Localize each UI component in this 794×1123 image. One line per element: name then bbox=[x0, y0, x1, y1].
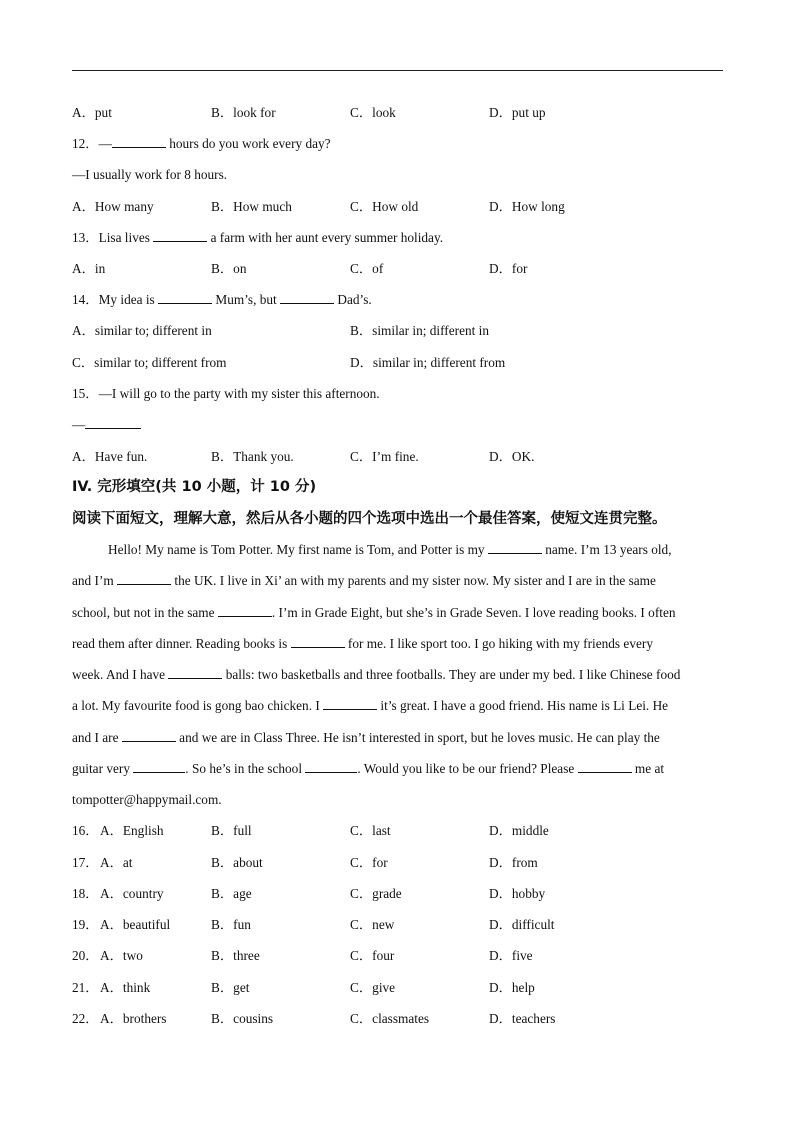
q19-option-c: C．new bbox=[350, 917, 395, 932]
passage-line-7 bbox=[72, 729, 723, 747]
q21-option-b: B．get bbox=[211, 980, 250, 995]
passage-line-1 bbox=[72, 541, 723, 559]
q20-option-a: A．two bbox=[100, 948, 143, 963]
q14-stem-post: Dad’s. bbox=[334, 292, 372, 307]
q14-blank-2 bbox=[280, 291, 334, 304]
q13-stem bbox=[72, 229, 443, 247]
passage-line-4 bbox=[72, 635, 723, 653]
passage-text: week. And I have bbox=[72, 667, 169, 682]
q22-number: 22． bbox=[72, 1011, 99, 1026]
cloze-blank-17 bbox=[117, 572, 171, 585]
q15-option-a: A．Have fun. bbox=[72, 449, 148, 464]
q16-option-a: A．English bbox=[100, 823, 164, 838]
q14-option-b: B．similar in; different in bbox=[350, 323, 489, 338]
q11-option-c: C．look bbox=[350, 105, 396, 120]
q20-number: 20． bbox=[72, 948, 99, 963]
q18-option-c: C．grade bbox=[350, 886, 402, 901]
q16-number: 16． bbox=[72, 823, 99, 838]
q13-option-c: C．of bbox=[350, 261, 384, 276]
cloze-blank-22 bbox=[122, 729, 176, 742]
passage-text: name. I’m 13 years old, bbox=[541, 542, 672, 557]
q15-blank bbox=[85, 416, 141, 429]
q15-reply-dash: — bbox=[72, 417, 86, 432]
q14-blank-1 bbox=[158, 291, 212, 304]
q21-number: 21． bbox=[72, 980, 99, 995]
cloze-blank-24 bbox=[305, 760, 357, 773]
q12-option-c: C．How old bbox=[350, 199, 419, 214]
q19-option-a: A．beautiful bbox=[100, 917, 171, 932]
passage-text: school, but not in the same bbox=[72, 605, 218, 620]
q13-blank bbox=[153, 229, 207, 242]
q18-option-b: B．age bbox=[211, 886, 252, 901]
q18-option-a: A．country bbox=[100, 886, 164, 901]
q13-stem-post: a farm with her aunt every summer holiday. bbox=[207, 230, 444, 245]
q18-number: 18． bbox=[72, 886, 99, 901]
q15-reply bbox=[72, 416, 141, 434]
passage-text: guitar very bbox=[72, 761, 134, 776]
q22-option-c: C．classmates bbox=[350, 1011, 430, 1026]
cloze-blank-20 bbox=[168, 666, 222, 679]
passage-text: and I’m bbox=[72, 573, 118, 588]
q12-option-b: B．How much bbox=[211, 199, 292, 214]
cloze-blank-16 bbox=[488, 541, 542, 554]
passage-text: Hello! My name is Tom Potter. My first name is Tom, and Potter is my bbox=[108, 542, 488, 557]
q15-stem: 15．—I will go to the party with my sister this afternoon. bbox=[72, 386, 380, 401]
q22-option-d: D．teachers bbox=[489, 1011, 556, 1026]
q21-option-c: C．give bbox=[350, 980, 396, 995]
cloze-blank-23 bbox=[133, 760, 185, 773]
q12-stem bbox=[72, 135, 331, 153]
q12-stem-post: hours do you work every day? bbox=[165, 136, 331, 151]
q14-option-d: D．similar in; different from bbox=[350, 355, 506, 370]
q12-stem-pre: 12．— bbox=[72, 136, 112, 151]
passage-text: and we are in Class Three. He isn’t interested in sport, but he loves music. He can play the bbox=[175, 730, 660, 745]
q20-option-b: B．three bbox=[211, 948, 260, 963]
q20-option-c: C．four bbox=[350, 948, 395, 963]
passage-text: balls: two basketballs and three footballs. They are under my bed. I like Chinese food bbox=[222, 667, 681, 682]
passage-text: . So he’s in the school bbox=[185, 761, 306, 776]
q15-option-b: B．Thank you. bbox=[211, 449, 294, 464]
q19-option-d: D．difficult bbox=[489, 917, 555, 932]
cloze-blank-18 bbox=[218, 604, 272, 617]
passage-text: read them after dinner. Reading books is bbox=[72, 636, 291, 651]
q13-option-a: A．in bbox=[72, 261, 106, 276]
q14-option-c: C．similar to; different from bbox=[72, 355, 227, 370]
passage-text: a lot. My favourite food is gong bao chicken. I bbox=[72, 698, 324, 713]
q14-stem-pre: 14．My idea is bbox=[72, 292, 159, 307]
q16-option-d: D．middle bbox=[489, 823, 549, 838]
q19-option-b: B．fun bbox=[211, 917, 251, 932]
q14-option-a: A．similar to; different in bbox=[72, 323, 212, 338]
passage-line-8 bbox=[72, 760, 723, 778]
q15-option-c: C．I’m fine. bbox=[350, 449, 419, 464]
q18-option-d: D．hobby bbox=[489, 886, 546, 901]
cloze-blank-21 bbox=[323, 697, 377, 710]
q14-stem-mid: Mum’s, but bbox=[212, 292, 281, 307]
q12-reply: —I usually work for 8 hours. bbox=[72, 167, 228, 182]
passage-line-3 bbox=[72, 604, 723, 622]
section-instruction: 阅读下面短文，理解大意，然后从各小题的四个选项中选出一个最佳答案，使短文连贯完整。 bbox=[72, 511, 667, 527]
q15-option-d: D．OK. bbox=[489, 449, 535, 464]
cloze-blank-19 bbox=[291, 635, 345, 648]
passage-line-5 bbox=[72, 666, 723, 684]
q13-option-b: B．on bbox=[211, 261, 247, 276]
q12-blank bbox=[112, 135, 166, 148]
passage-line-9: tompotter@happymail.com. bbox=[72, 792, 222, 807]
q16-option-b: B．full bbox=[211, 823, 252, 838]
passage-line-6 bbox=[72, 697, 723, 715]
passage-text: for me. I like sport too. I go hiking with my friends every bbox=[344, 636, 653, 651]
q11-option-d: D．put up bbox=[489, 105, 546, 120]
q17-option-a: A．at bbox=[100, 855, 133, 870]
q16-option-c: C．last bbox=[350, 823, 391, 838]
passage-line-2 bbox=[72, 572, 723, 590]
passage-text: the UK. I live in Xi’ an with my parents and my sister now. My sister and I are in the same bbox=[171, 573, 656, 588]
q17-option-b: B．about bbox=[211, 855, 263, 870]
passage-text: it’s great. I have a good friend. His name is Li Lei. He bbox=[377, 698, 669, 713]
q19-number: 19． bbox=[72, 917, 99, 932]
header-rule bbox=[72, 70, 723, 71]
q12-option-d: D．How long bbox=[489, 199, 565, 214]
q13-option-d: D．for bbox=[489, 261, 528, 276]
q13-stem-pre: 13．Lisa lives bbox=[72, 230, 154, 245]
section-title: IV. 完形填空(共 10 小题，计 10 分) bbox=[72, 479, 317, 495]
q14-stem bbox=[72, 291, 372, 309]
cloze-blank-25 bbox=[578, 760, 632, 773]
q22-option-b: B．cousins bbox=[211, 1011, 274, 1026]
q21-option-a: A．think bbox=[100, 980, 151, 995]
passage-text: and I are bbox=[72, 730, 122, 745]
q21-option-d: D．help bbox=[489, 980, 535, 995]
passage-text: me at bbox=[631, 761, 665, 776]
q17-number: 17． bbox=[72, 855, 99, 870]
q12-option-a: A．How many bbox=[72, 199, 154, 214]
q11-option-b: B．look for bbox=[211, 105, 276, 120]
q17-option-d: D．from bbox=[489, 855, 538, 870]
passage-text: . I’m in Grade Eight, but she’s in Grade Seven. I love reading books. I often bbox=[271, 605, 676, 620]
q22-option-a: A．brothers bbox=[100, 1011, 167, 1026]
q11-option-a: A．put bbox=[72, 105, 112, 120]
q17-option-c: C．for bbox=[350, 855, 388, 870]
q20-option-d: D．five bbox=[489, 948, 533, 963]
passage-text: . Would you like to be our friend? Please bbox=[357, 761, 578, 776]
